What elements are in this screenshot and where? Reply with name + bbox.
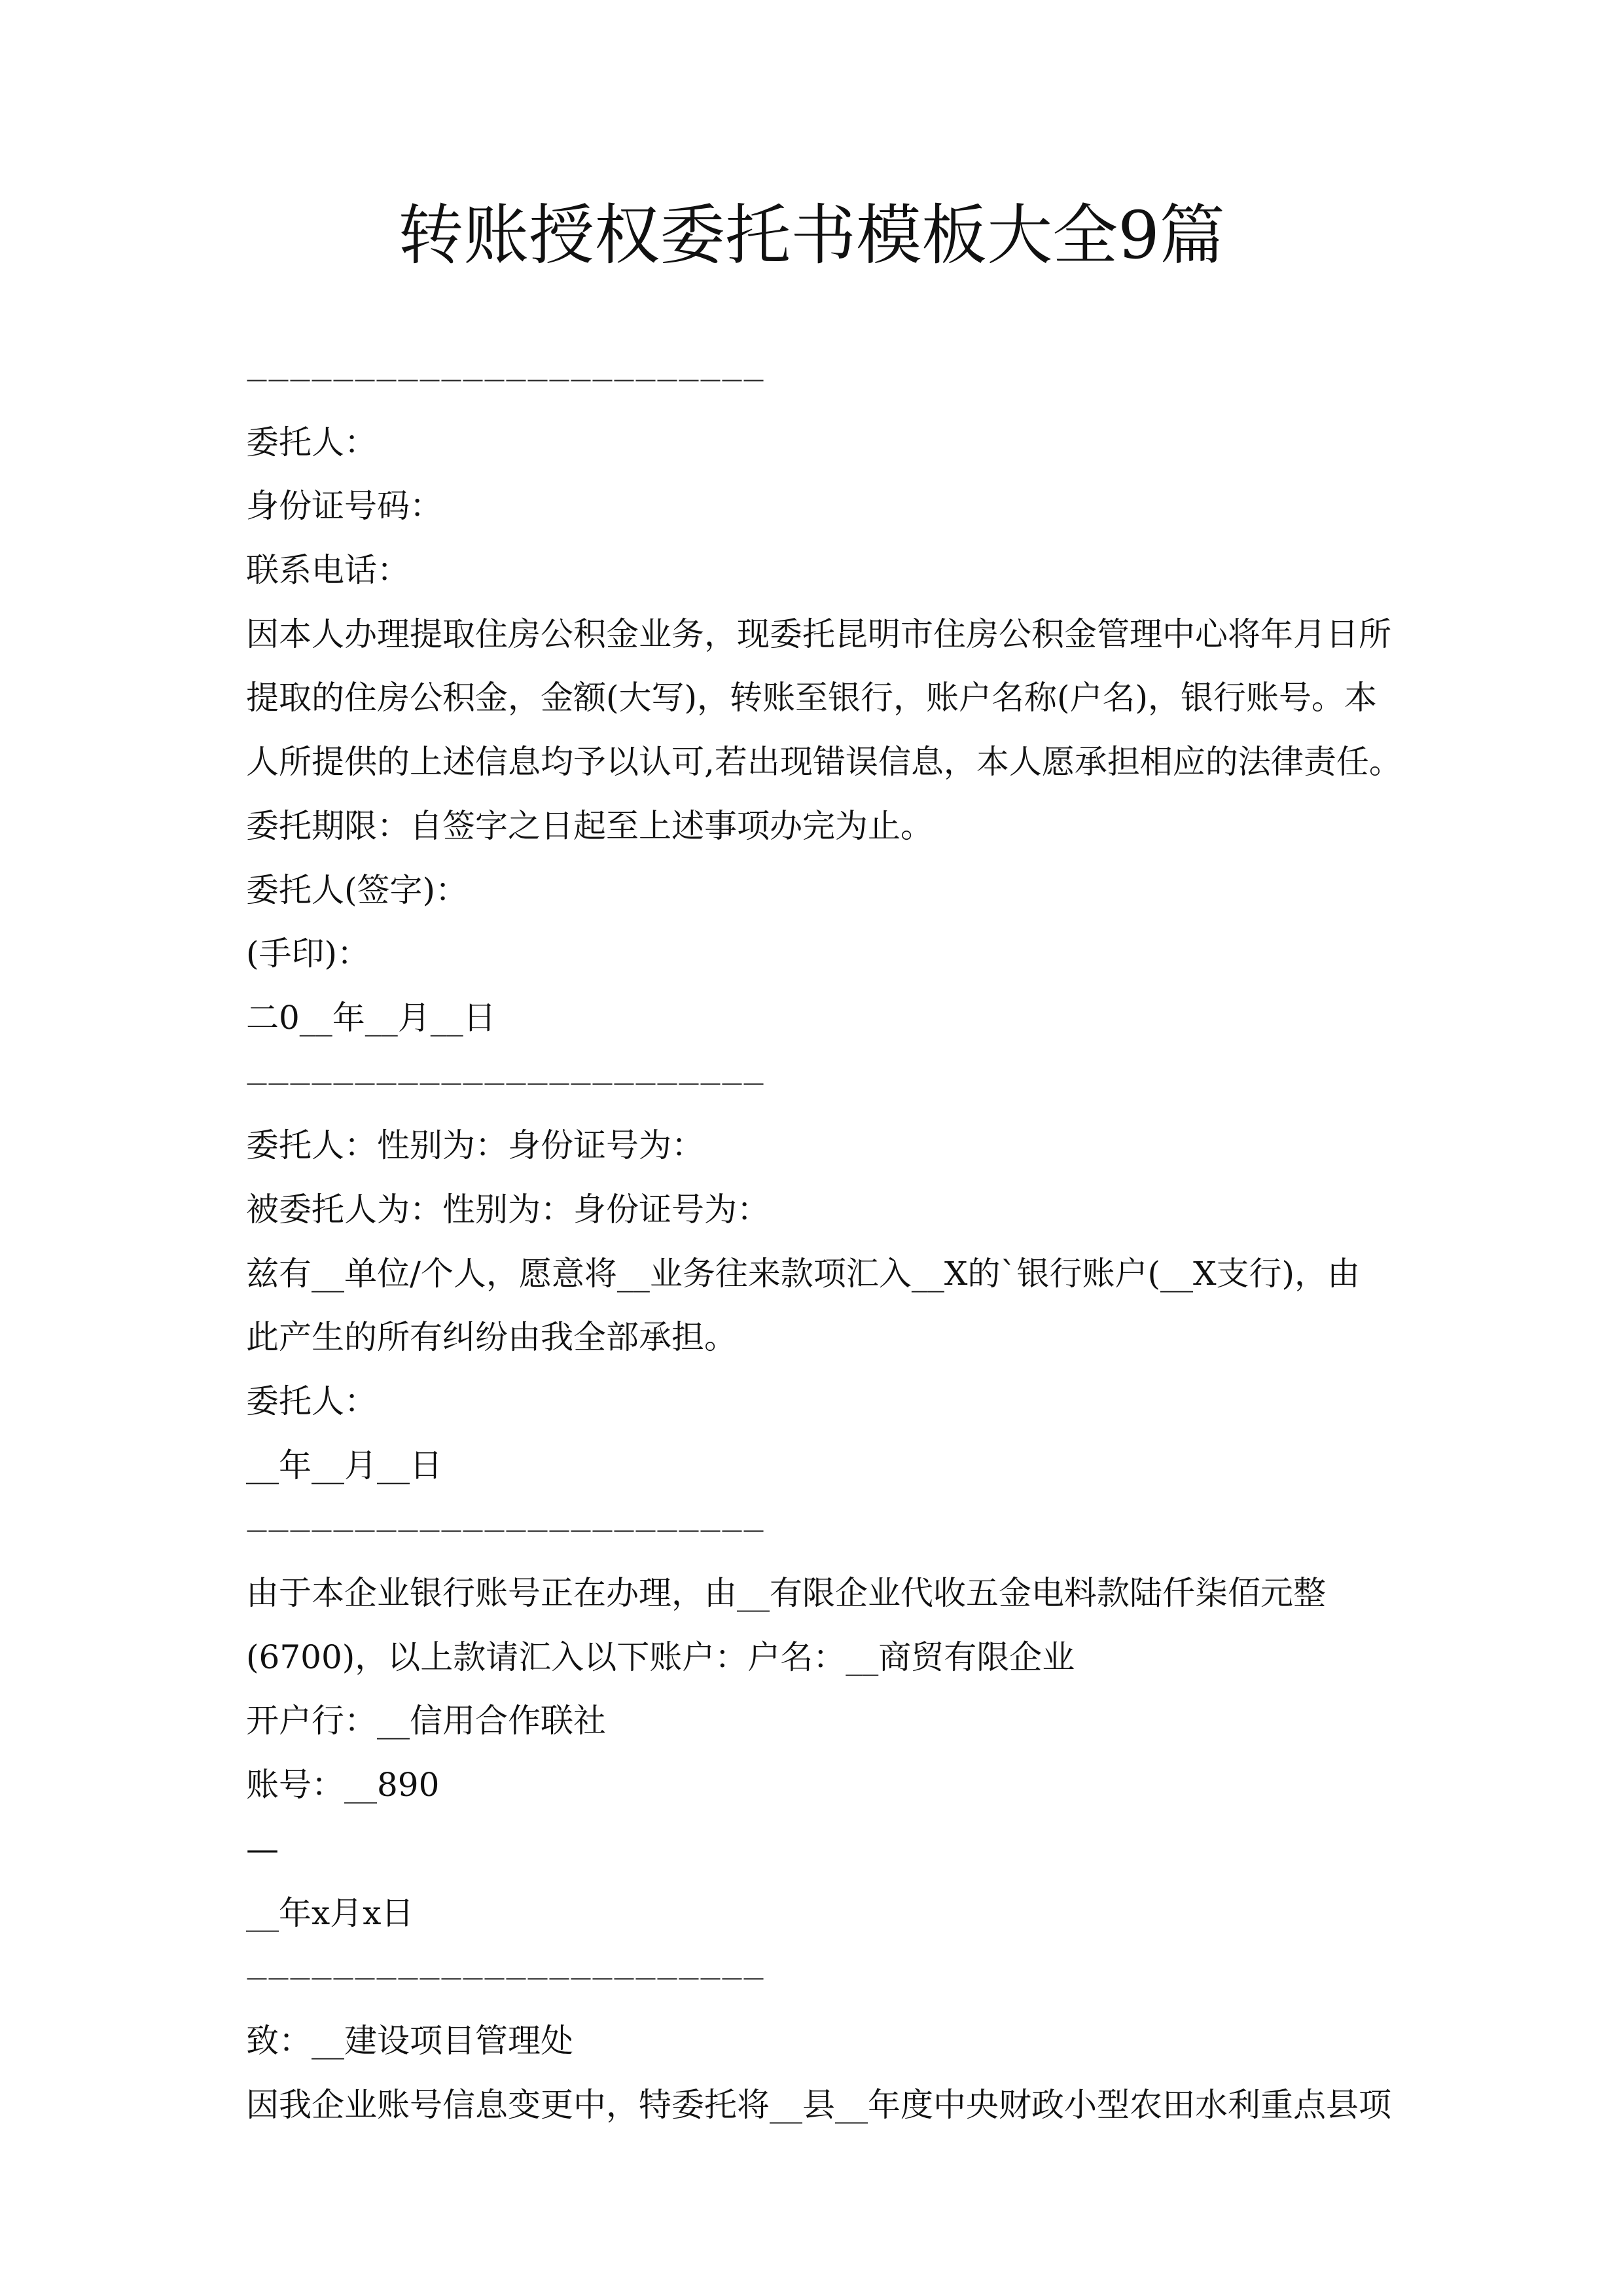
text-line: 二0__年__月__日 xyxy=(246,998,496,1037)
document-title: 转账授权委托书模板大全9篇 xyxy=(398,197,1225,274)
text-line: 委托人：性别为：身份证号为： xyxy=(246,1126,704,1165)
section-divider: ———————————————————————— xyxy=(246,1069,764,1095)
text-line: 委托人(签字)： xyxy=(246,870,469,909)
text-line: 此产生的所有纠纷由我全部承担。 xyxy=(246,1318,737,1357)
text-line: 联系电话： xyxy=(246,551,410,590)
text-line: __年x月x日 xyxy=(246,1893,414,1932)
text-line: (6700)，以上款请汇入以下账户：户名：__商贸有限企业 xyxy=(246,1638,1075,1676)
text-line: 提取的住房公积金，金额(大写)，转账至银行，账户名称(户名)，银行账号。本 xyxy=(246,679,1378,717)
text-line: 致：__建设项目管理处 xyxy=(246,2021,573,2060)
text-line: 因我企业账号信息变更中，特委托将__县__年度中央财政小型农田水利重点县项 xyxy=(246,2085,1391,2124)
section-divider: ———————————————————————— xyxy=(246,1516,764,1543)
text-line: 由于本企业银行账号正在办理，由__有限企业代收五金电料款陆仟柒佰元整 xyxy=(246,1574,1326,1613)
text-line: 账号：__890 xyxy=(246,1766,440,1804)
text-line: — xyxy=(246,1829,279,1868)
text-line: 人所提供的上述信息均予以认可,若出现错误信息，本人愿承担相应的法律责任。 xyxy=(246,743,1402,781)
text-line: 身份证号码： xyxy=(246,487,442,526)
text-line: 因本人办理提取住房公积金业务，现委托昆明市住房公积金管理中心将年月日所 xyxy=(246,615,1391,653)
text-line: 开户行：__信用合作联社 xyxy=(246,1702,606,1740)
text-line: 被委托人为：性别为：身份证号为： xyxy=(246,1190,770,1229)
text-line: 委托人： xyxy=(246,1382,377,1420)
text-line: 委托期限：自签字之日起至上述事项办完为止。 xyxy=(246,806,933,845)
text-line: 委托人： xyxy=(246,423,377,461)
section-divider: ———————————————————————— xyxy=(246,1964,764,1990)
document-body xyxy=(246,347,1402,2137)
text-line: __年__月__日 xyxy=(246,1446,442,1484)
section-divider: ———————————————————————— xyxy=(246,366,764,391)
text-line: (手印)： xyxy=(246,935,370,973)
text-line: 兹有__单位/个人，愿意将__业务往来款项汇入__X的`银行账户(__X支行)，由 xyxy=(246,1254,1361,1293)
